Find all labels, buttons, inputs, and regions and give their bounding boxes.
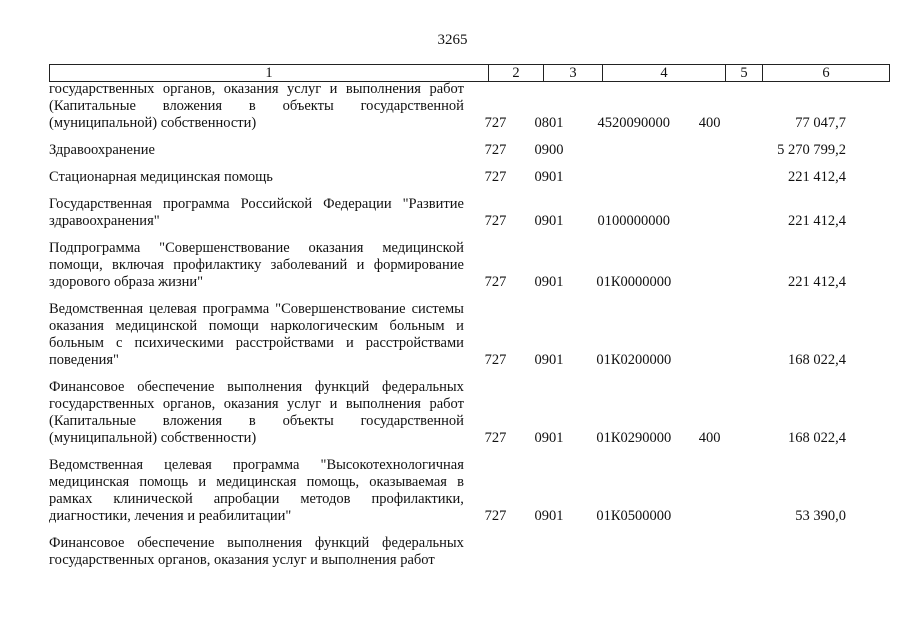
column-header-row bbox=[50, 65, 890, 82]
item-name-line: рамках клинической апробации методов профилактики, bbox=[49, 491, 464, 507]
section-code: 0901 bbox=[534, 169, 564, 185]
column-header-4: 4 bbox=[603, 65, 726, 82]
amount: 53 390,0 bbox=[795, 508, 846, 524]
expense-type-code: 400 bbox=[698, 115, 721, 131]
ministry-code: 727 bbox=[484, 213, 507, 229]
item-name-line: оказания медицинской помощи наркологическим больным и bbox=[49, 318, 464, 334]
target-article-code: 01К0200000 bbox=[596, 352, 672, 368]
item-name-line: (Капитальные вложения в объекты государственной bbox=[49, 413, 464, 429]
item-name bbox=[49, 169, 464, 186]
column-header-1: 1 bbox=[50, 65, 489, 82]
item-name-line: (муниципальной) собственности) bbox=[49, 430, 257, 446]
table-row bbox=[49, 535, 849, 569]
table-row bbox=[49, 142, 849, 159]
item-name-line: Ведомственная целевая программа "Совершенствование системы bbox=[49, 301, 464, 317]
column-header-6: 6 bbox=[763, 65, 890, 82]
item-name-line: поведения" bbox=[49, 352, 119, 368]
table-row bbox=[49, 379, 849, 447]
item-name-line: Подпрограмма "Совершенствование оказания медицинской bbox=[49, 240, 464, 256]
ministry-code: 727 bbox=[484, 274, 507, 290]
item-name bbox=[49, 301, 464, 369]
section-code: 0901 bbox=[534, 508, 564, 524]
item-name-line: Финансовое обеспечение выполнения функций федеральных bbox=[49, 379, 464, 395]
target-article-code: 01К0500000 bbox=[596, 508, 672, 524]
target-article-code: 01К0000000 bbox=[596, 274, 672, 290]
table-row bbox=[49, 301, 849, 369]
column-header-table bbox=[49, 64, 890, 82]
item-name-line: медицинская помощь и медицинская помощь, оказываемая в bbox=[49, 474, 464, 490]
ministry-code: 727 bbox=[484, 115, 507, 131]
amount: 77 047,7 bbox=[795, 115, 846, 131]
item-name-line: (Капитальные вложения в объекты государственной bbox=[49, 98, 464, 114]
item-name-line: больным с психическими расстройствами и расстройствами bbox=[49, 335, 464, 351]
amount: 221 412,4 bbox=[788, 213, 846, 229]
ministry-code: 727 bbox=[484, 430, 507, 446]
budget-table-body bbox=[49, 81, 849, 579]
item-name bbox=[49, 457, 464, 525]
section-code: 0900 bbox=[534, 142, 564, 158]
item-name bbox=[49, 196, 464, 230]
item-name bbox=[49, 379, 464, 447]
table-row bbox=[49, 169, 849, 186]
item-name-line: Финансовое обеспечение выполнения функций федеральных bbox=[49, 535, 464, 551]
target-article-code: 01К0290000 bbox=[596, 430, 672, 446]
item-name-line: здравоохранения" bbox=[49, 213, 160, 229]
amount: 221 412,4 bbox=[788, 274, 846, 290]
column-header-5: 5 bbox=[726, 65, 763, 82]
item-name bbox=[49, 142, 464, 159]
item-name-line: Здравоохранение bbox=[49, 142, 155, 158]
item-name-line: государственных органов, оказания услуг и выполнения работ bbox=[49, 81, 464, 97]
expense-type-code: 400 bbox=[698, 430, 721, 446]
item-name-line: Государственная программа Российской Федерации "Развитие bbox=[49, 196, 464, 212]
ministry-code: 727 bbox=[484, 508, 507, 524]
amount: 168 022,4 bbox=[788, 430, 846, 446]
table-row bbox=[49, 196, 849, 230]
item-name-line: диагностики, лечения и реабилитации" bbox=[49, 508, 292, 524]
item-name-line: Ведомственная целевая программа "Высокотехнологичная bbox=[49, 457, 464, 473]
item-name bbox=[49, 240, 464, 291]
item-name-line: Стационарная медицинская помощь bbox=[49, 169, 273, 185]
target-article-code: 0100000000 bbox=[597, 213, 671, 229]
amount: 168 022,4 bbox=[788, 352, 846, 368]
ministry-code: 727 bbox=[484, 352, 507, 368]
page-number: 3265 bbox=[437, 32, 468, 48]
section-code: 0801 bbox=[534, 115, 564, 131]
section-code: 0901 bbox=[534, 430, 564, 446]
item-name bbox=[49, 81, 464, 132]
amount: 221 412,4 bbox=[788, 169, 846, 185]
table-row bbox=[49, 457, 849, 525]
item-name bbox=[49, 535, 464, 569]
item-name-line: (муниципальной) собственности) bbox=[49, 115, 257, 131]
section-code: 0901 bbox=[534, 352, 564, 368]
column-header-3: 3 bbox=[544, 65, 603, 82]
item-name-line: помощи, включая профилактику заболеваний и формирование bbox=[49, 257, 464, 273]
item-name-line: здорового образа жизни" bbox=[49, 274, 204, 290]
item-name-line: государственных органов, оказания услуг и выполнения работ bbox=[49, 552, 435, 568]
ministry-code: 727 bbox=[484, 142, 507, 158]
amount: 5 270 799,2 bbox=[777, 142, 846, 158]
target-article-code: 4520090000 bbox=[597, 115, 671, 131]
table-row bbox=[49, 81, 849, 132]
column-header-2: 2 bbox=[489, 65, 544, 82]
table-row bbox=[49, 240, 849, 291]
section-code: 0901 bbox=[534, 213, 564, 229]
item-name-line: государственных органов, оказания услуг и выполнения работ bbox=[49, 396, 464, 412]
ministry-code: 727 bbox=[484, 169, 507, 185]
section-code: 0901 bbox=[534, 274, 564, 290]
